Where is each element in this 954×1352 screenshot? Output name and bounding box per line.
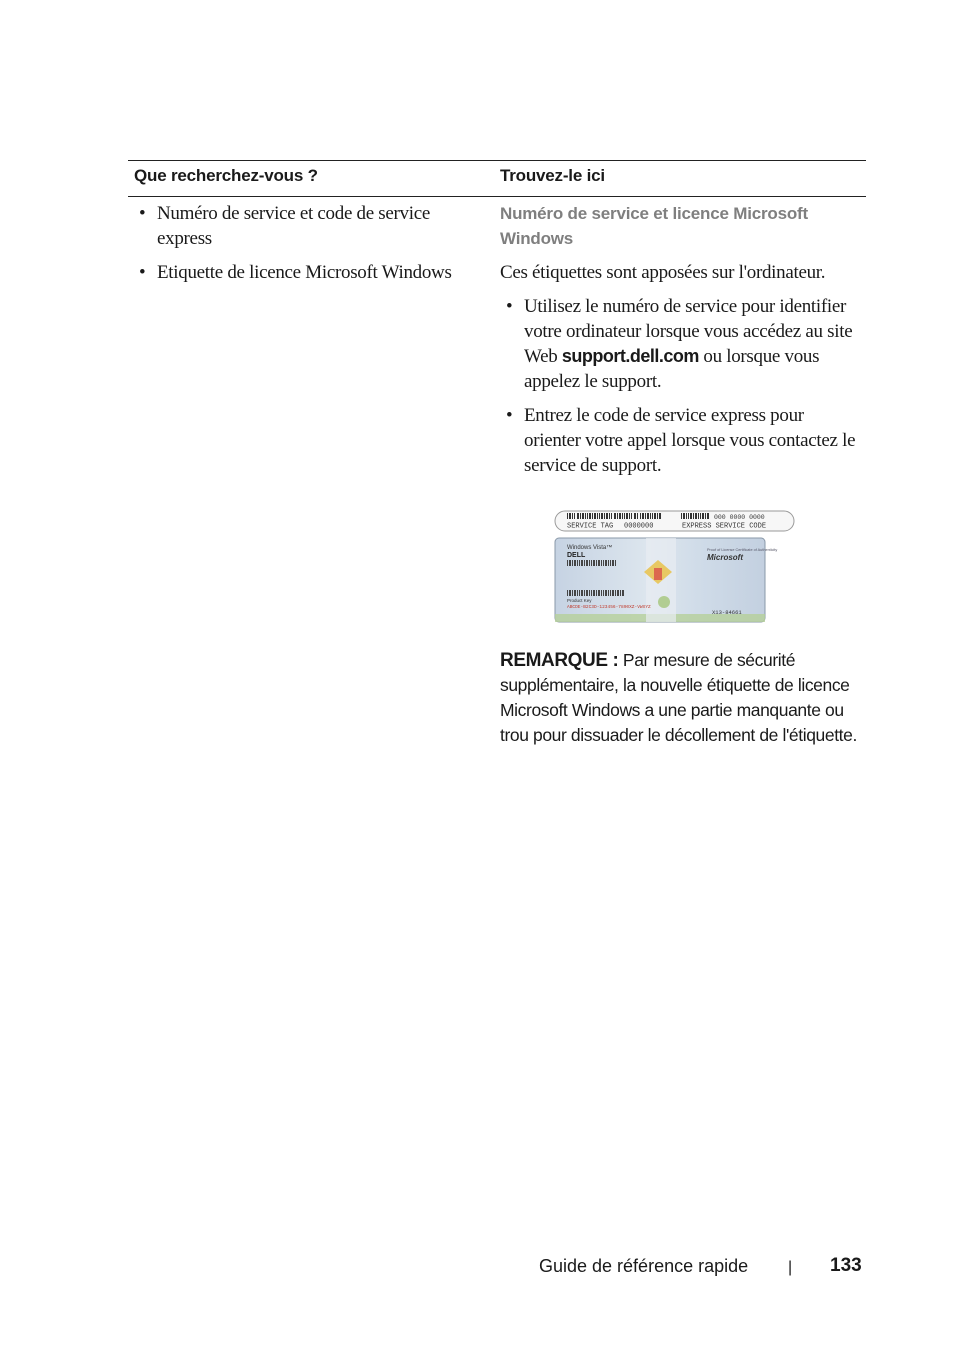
section-heading: Numéro de service et licence Microsoft Windows — [500, 204, 808, 248]
bullet-icon: • — [506, 405, 513, 426]
svg-text:Microsoft: Microsoft — [707, 553, 743, 562]
column-header-answer: Trouvez-le ici — [500, 166, 605, 185]
support-link[interactable]: support.dell.com — [561, 346, 699, 366]
footer-title: Guide de référence rapide — [539, 1256, 749, 1276]
svg-text:0000000: 0000000 — [624, 522, 654, 531]
svg-text:ABCDE-B2C3D-123456-7890XZ-VWXY: ABCDE-B2C3D-123456-7890XZ-VWXYZ — [567, 605, 651, 610]
license-labels-image — [554, 510, 796, 624]
svg-text:000 0000 0000: 000 0000 0000 — [714, 514, 765, 521]
list-item-text: Entrez le code de service express pour orienter votre appel lorsque vous contactez le service de support. — [524, 405, 856, 476]
right-list-item — [506, 294, 864, 394]
bullet-icon: • — [139, 203, 146, 224]
svg-text:X13-84661: X13-84661 — [712, 609, 742, 616]
svg-text:EXPRESS SERVICE CODE: EXPRESS SERVICE CODE — [682, 522, 767, 531]
svg-text:DELL: DELL — [567, 552, 586, 559]
column-header-question: Que recherchez-vous ? — [134, 166, 318, 185]
intro-paragraph: Ces étiquettes sont apposées sur l'ordinateur. — [500, 262, 826, 283]
note-text: Par mesure de sécurité supplémentaire, la nouvelle étiquette de licence Microsoft Windows a une partie manquante ou trou pour dissuader le décollement de l'étiquette. — [500, 650, 857, 745]
note-label: REMARQUE : — [500, 650, 619, 671]
page-number: 133 — [830, 1255, 862, 1276]
bullet-icon: • — [139, 262, 146, 283]
left-list-item — [139, 201, 477, 251]
list-item-text: Etiquette de licence Microsoft Windows — [157, 262, 452, 283]
left-list-item — [139, 260, 497, 285]
list-item-text: Utilisez le numéro de service pour identifier votre ordinateur lorsque vous accédez au site Web — [524, 296, 853, 367]
svg-text:Proof of License Certificate o: Proof of License Certificate of Authenticity — [707, 548, 778, 552]
bullet-icon: • — [506, 296, 513, 317]
list-item-text: ou lorsque vous appelez le support. — [524, 346, 820, 392]
right-list-item — [506, 403, 864, 478]
svg-text:SERVICE TAG: SERVICE TAG — [567, 522, 614, 531]
note-block — [500, 648, 870, 748]
svg-text:Windows Vista™: Windows Vista™ — [567, 545, 613, 551]
table-header-rule — [128, 196, 866, 197]
svg-text:Product Key: Product Key — [567, 598, 592, 603]
table-top-rule — [128, 160, 866, 161]
list-item-text: Numéro de service et code de service express — [157, 203, 431, 249]
footer-separator: | — [788, 1259, 793, 1276]
